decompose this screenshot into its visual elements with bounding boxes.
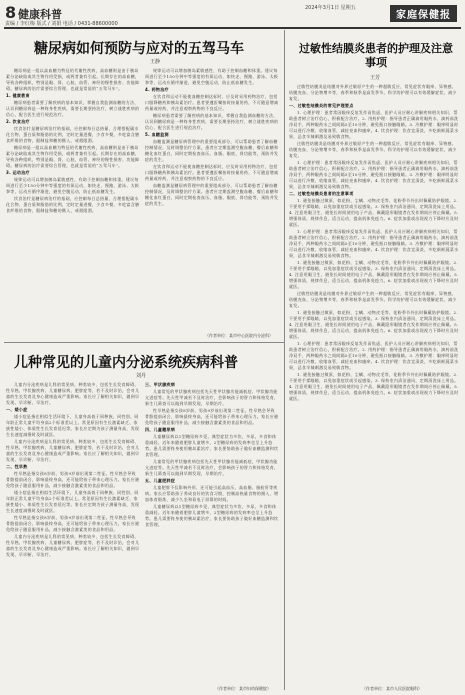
article-author: 刘丹 [136,373,147,379]
article-author: 王芳 [370,75,381,81]
article-title: 儿种常见的儿童内分泌系统疾病科普 [14,355,238,371]
article-footer: （作者单位：某市中心医院内分泌科） [205,333,273,338]
article-title: 过敏性结膜炎患者的护理及注意事项 [299,42,453,69]
newspaper-name: 家庭保健报 [390,5,457,22]
article-body-col-4: 儿童内分泌疾病是儿科的常见病，种类较多，包括生长发育障碍、性早熟、甲状腺疾病、儿童糖尿病、肥胖症等，若不及时诊治，会对儿童的生长发育及身心健康造成严重影响。家长应了解相关知识，做到早发现、早诊断、早治疗。 一、矮小症 矮小症是指在相似生活环境下，儿童身高低于同种族、同性别、同年龄正常儿童平均身高2个标准差以上。常见原因有生长激素缺乏、家族性矮小、体质性生长发育延迟等。家长应定期为孩子测量身高，发现生长速度减慢时及时就医。 儿童内分泌疾病是儿科的常见病，种类较多，包括生长发育障碍、性早熟、甲状腺疾病、儿童糖尿病、肥胖症等，若不及时诊治，会对儿童的生长发育及身心健康造成严重影响。家长应了解相关知识，做到早发现、早诊断、早治疗。 二、性早熟 性早熟是指女孩8岁前、男孩9岁前出现第二性征。性早熟会导致骨骼提前闭合，影响最终身高，还可能给孩子带来心理压力。家长应避免给孩子随意服用补品，减少接触含激素类的食品和用品。 矮小症是指在相似生活环境下，儿童身高低于同种族、同性别、同年龄正常儿童平均身高2个标准差以上。常见原因有生长激素缺乏、家族性矮小、体质性生长发育延迟等。家长应定期为孩子测量身高，发现生长速度减慢时及时就医。 性早熟是指女孩8岁前、男孩9岁前出现第二性征。性早熟会导致骨骼提前闭合，影响最终身高，还可能给孩子带来心理压力。家长应避免给孩子随意服用补品，减少接触含激素类的食品和用品。 儿童内分泌疾病是儿科的常见病，种类较多，包括生长发育障碍、性早熟、甲状腺疾病、儿童糖尿病、肥胖症等，若不及时诊治，会对儿童的生长发育及身心健康造成严重影响。家长应了解相关知识，做到早发现、早诊断、早治疗。 [6,382,140,557]
article-body-col-5: 三、甲状腺疾病 儿童常见的甲状腺疾病包括先天性甲状腺功能减低症、甲状腺功能亢进症等。先天性甲减若不及时治疗，会影响孩子的智力和体格发育，新生儿筛查可以做到早期发现、早期治疗。 性早熟是指女孩8岁前、男孩9岁前出现第二性征。性早熟会导致骨骼提前闭合，影响最终身高，还可能给孩子带来心理压力。家长应避免给孩子随意服用补品，减少接触含激素类的食品和用品。 四、儿童糖尿病 儿童糖尿病以1型糖尿病多见，典型症状为多饮、多尿、多食和体重减轻。近年来随着肥胖儿童增多，2型糖尿病的发病率也呈上升趋势。患儿需要终身使用胰岛素治疗，家长要协助孩子做好血糖监测和饮食管理。 儿童常见的甲状腺疾病包括先天性甲状腺功能减低症、甲状腺功能亢进症等。先天性甲减若不及时治疗，会影响孩子的智力和体格发育，新生儿筛查可以做到早期发现、早期治疗。 五、儿童肥胖症 儿童肥胖不仅影响外形，还可能引起高血压、高血脂、脂肪肝等疾病。家长应帮助孩子养成良好的饮食习惯，控制高热量食物的摄入，增加体育锻炼，减少久坐和看电子屏幕的时间。 儿童糖尿病以1型糖尿病多见，典型症状为多饮、多尿、多食和体重减轻。近年来随着肥胖儿童增多，2型糖尿病的发病率也呈上升趋势。患儿需要终身使用胰岛素治疗，家长要协助孩子做好血糖监测和饮食管理。 [145,382,279,527]
article-footer: （作者单位：某市妇幼保健院） [215,686,271,691]
header-rule [4,27,461,29]
issue-date: 2024年3月1日 星期五 [305,5,356,11]
page-number: 8 [5,3,17,22]
section-divider [4,342,284,343]
article-footer: （作者单位：某市人民医院眼科） [362,686,422,691]
article-body-col-1: 糖尿病是一组以高血糖为特征的代谢性疾病，高血糖则是由于胰岛素分泌缺陷或其生物作用受损，或两者兼有引起。长期存在的高血糖，导致各种组织，特别是眼、肾、心脏、血管、神经的慢性损害、功能障碍。糖尿病的治疗需要综合管理，也就是常说的“五驾马车”。 1. 健康教育 糖尿病患者需要了解疾病的基本知识，掌握自我监测血糖的方法，认识到糖尿病是一种终身性疾病，需要长期坚持治疗，树立战胜疾病的信心，配合医生进行规范治疗。 2. 饮食治疗 饮食治疗是糖尿病治疗的基础，应控制每日总热量，合理搭配碳水化合物、蛋白质和脂肪的比例，定时定量进餐，少食多餐，多吃富含膳食纤维的食物，限制盐和糖的摄入，戒烟限酒。 糖尿病是一组以高血糖为特征的代谢性疾病，高血糖则是由于胰岛素分泌缺陷或其生物作用受损，或两者兼有引起。长期存在的高血糖，导致各种组织，特别是眼、肾、心脏、血管、神经的慢性损害、功能障碍。糖尿病的治疗需要综合管理，也就是常说的“五驾马车”。 3. 运动治疗 规律运动可以增加胰岛素敏感性，有助于控制血糖和体重。建议每周进行至少150分钟中等强度的有氧运动，如快走、慢跑、游泳、太极拳等，运动应循序渐进，避免空腹运动，防止低血糖发生。 饮食治疗是糖尿病治疗的基础，应控制每日总热量，合理搭配碳水化合物、蛋白质和脂肪的比例，定时定量进餐，少食多餐，多吃富含膳食纤维的食物，限制盐和糖的摄入，戒烟限酒。 [6,68,140,213]
editor-info: 责编 / 李红梅 版式 / 刘娟 电话 / 0431-88600000 [5,21,118,27]
section-title: 健康科普 [18,8,62,21]
article-author: 王静 [150,59,161,65]
article-title: 糖尿病如何预防与应对的五驾马车 [34,41,244,57]
article-body-col-2: 规律运动可以增加胰岛素敏感性，有助于控制血糖和体重。建议每周进行至少150分钟中等强度的有氧运动，如快走、慢跑、游泳、太极拳等，运动应循序渐进，避免空腹运动，防止低血糖发生。 4. 药物治疗 在饮食和运动不能使血糖控制达标时，应及时采用药物治疗，包括口服降糖药和胰岛素治疗。患者要遵医嘱按时按量用药，不可随意增减药量或停药，并注意观察药物的不良反应。 糖尿病患者需要了解疾病的基本知识，掌握自我监测血糖的方法，认识到糖尿病是一种终身性疾病，需要长期坚持治疗，树立战胜疾病的信心，配合医生进行规范治疗。 5. 血糖监测 血糖监测是糖尿病管理中的重要组成部分，可以帮助患者了解血糖控制情况，及时调整治疗方案。患者应定期监测空腹血糖、餐后血糖和糖化血红蛋白，同时定期检查血压、血脂、眼底、肾功能等，预防并发症的发生。 在饮食和运动不能使血糖控制达标时，应及时采用药物治疗，包括口服降糖药和胰岛素治疗。患者要遵医嘱按时按量用药，不可随意增减药量或停药，并注意观察药物的不良反应。 血糖监测是糖尿病管理中的重要组成部分，可以帮助患者了解血糖控制情况，及时调整治疗方案。患者应定期监测空腹血糖、餐后血糖和糖化血红蛋白，同时定期检查血压、血脂、眼底、肾功能等，预防并发症的发生。 [145,68,279,206]
column-divider [284,30,285,690]
article-body-col-3: 过敏性结膜炎是结膜对外界过敏原产生的一种超敏反应，常见症状有眼痒、异物感、结膜充血、分泌物增多等，春季和秋季是高发季节。科学的护理可以有效缓解症状，减少复发。 一、过敏性结膜炎的常见护理要点 1. 心理护理：患者常因眼痒反复发作而焦虑，医护人员应耐心讲解疾病相关知识，帮助患者树立治疗信心，积极配合治疗。2. 用药护理：指导患者正确滴用眼药水，滴药前洗净双手，两种眼药水之间间隔5至10分钟，避免瓶口接触眼睛。3. 冷敷护理：眼痒明显时可以进行冷敷，收缩血管，减轻充血和瘙痒。4. 饮食护理：饮食宜清淡，多吃新鲜蔬菜水果，忌食辛辣刺激及易致敏食物。 过敏性结膜炎是结膜对外界过敏原产生的一种超敏反应，常见症状有眼痒、异物感、结膜充血、分泌物增多等，春季和秋季是高发季节。科学的护理可以有效缓解症状，减少复发。 1. 心理护理：患者常因眼痒反复发作而焦虑，医护人员应耐心讲解疾病相关知识，帮助患者树立治疗信心，积极配合治疗。2. 用药护理：指导患者正确滴用眼药水，滴药前洗净双手，两种眼药水之间间隔5至10分钟，避免瓶口接触眼睛。3. 冷敷护理：眼痒明显时可以进行冷敷，收缩血管，减轻充血和瘙痒。4. 饮食护理：饮食宜清淡，多吃新鲜蔬菜水果，忌食辛辣刺激及易致敏食物。 二、过敏性结膜炎患者的注意事项 1. 避免接触过敏原，如花粉、尘螨、动物皮毛等，花粉季节外出时佩戴防护眼镜。2. 不要用手揉眼睛，以免加重症状或引起感染。3. 保持室内清洁通风，定期清洗床上用品。4. 注意用眼卫生，避免长时间使用电子产品，佩戴隐形眼镜者在发作期间应停止佩戴。5. 增强体质，规律作息，适当运动，提高机体免疫力。6. 症状加重或出现视力下降时应及时就医。 1. 心理护理：患者常因眼痒反复发作而焦虑，医护人员应耐心讲解疾病相关知识，帮助患者树立治疗信心，积极配合治疗。2. 用药护理：指导患者正确滴用眼药水，滴药前洗净双手，两种眼药水之间间隔5至10分钟，避免瓶口接触眼睛。3. 冷敷护理：眼痒明显时可以进行冷敷，收缩血管，减轻充血和瘙痒。4. 饮食护理：饮食宜清淡，多吃新鲜蔬菜水果，忌食辛辣刺激及易致敏食物。 1. 避免接触过敏原，如花粉、尘螨、动物皮毛等，花粉季节外出时佩戴防护眼镜。2. 不要用手揉眼睛，以免加重症状或引起感染。3. 保持室内清洁通风，定期清洗床上用品。4. 注意用眼卫生，避免长时间使用电子产品，佩戴隐形眼镜者在发作期间应停止佩戴。5. 增强体质，规律作息，适当运动，提高机体免疫力。6. 症状加重或出现视力下降时应及时就医。 过敏性结膜炎是结膜对外界过敏原产生的一种超敏反应，常见症状有眼痒、异物感、结膜充血、分泌物增多等，春季和秋季是高发季节。科学的护理可以有效缓解症状，减少复发。 1. 避免接触过敏原，如花粉、尘螨、动物皮毛等，花粉季节外出时佩戴防护眼镜。2. 不要用手揉眼睛，以免加重症状或引起感染。3. 保持室内清洁通风，定期清洗床上用品。4. 注意用眼卫生，避免长时间使用电子产品，佩戴隐形眼镜者在发作期间应停止佩戴。5. 增强体质，规律作息，适当运动，提高机体免疫力。6. 症状加重或出现视力下降时应及时就医。 1. 心理护理：患者常因眼痒反复发作而焦虑，医护人员应耐心讲解疾病相关知识，帮助患者树立治疗信心，积极配合治疗。2. 用药护理：指导患者正确滴用眼药水，滴药前洗净双手，两种眼药水之间间隔5至10分钟，避免瓶口接触眼睛。3. 冷敷护理：眼痒明显时可以进行冷敷，收缩血管，减轻充血和瘙痒。4. 饮食护理：饮食宜清淡，多吃新鲜蔬菜水果，忌食辛辣刺激及易致敏食物。 1. 避免接触过敏原，如花粉、尘螨、动物皮毛等，花粉季节外出时佩戴防护眼镜。2. 不要用手揉眼睛，以免加重症状或引起感染。3. 保持室内清洁通风，定期清洗床上用品。4. 注意用眼卫生，避免长时间使用电子产品，佩戴隐形眼镜者在发作期间应停止佩戴。5. 增强体质，规律作息，适当运动，提高机体免疫力。6. 症状加重或出现视力下降时应及时就医。 [289,84,459,401]
